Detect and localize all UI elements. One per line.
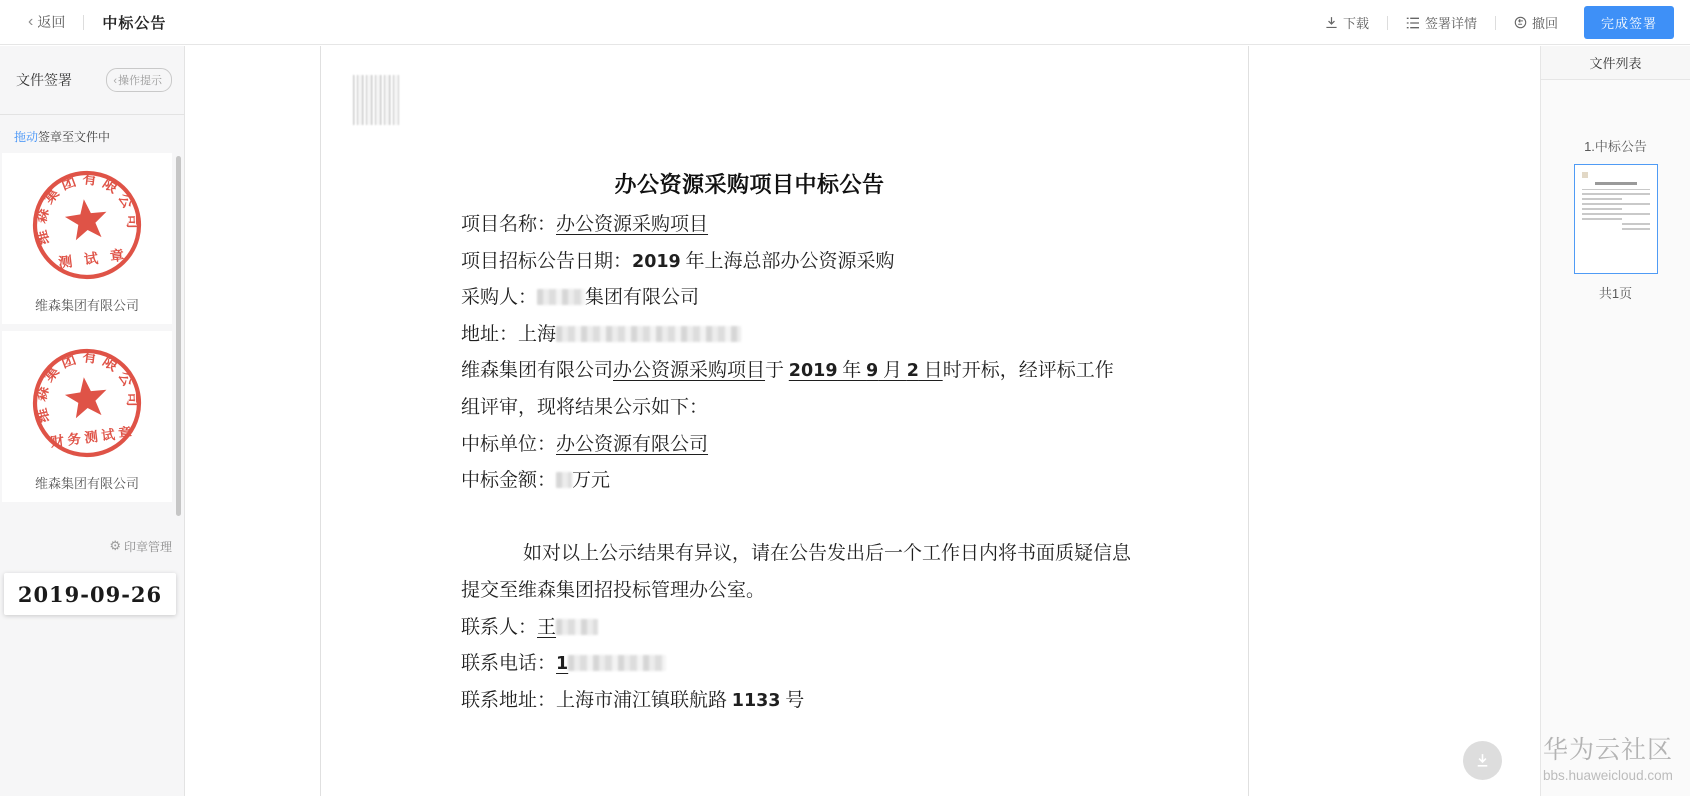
doc-line <box>461 463 1178 500</box>
doc-segment: 提交至维森集团招投标管理办公室。 <box>461 579 766 601</box>
doc-segment: 地址：上海 <box>461 323 557 345</box>
doc-segment: 王 <box>537 616 557 638</box>
withdraw-label: 撤回 <box>1531 16 1558 31</box>
doc-segment <box>568 653 666 674</box>
chevron-left-icon: ‹ <box>113 75 117 87</box>
doc-segment: 项目招标公告日期： <box>461 250 633 272</box>
redacted-text <box>556 472 572 488</box>
tips-label: 操作提示 <box>118 75 162 87</box>
seal-owner-label: 维森集团有限公司 <box>34 476 139 491</box>
document-title: 办公资源采购项目中标公告 <box>614 172 885 197</box>
seal-arc-text: 维森集团有限公司 <box>33 349 141 425</box>
doc-segment: 于 <box>765 360 789 382</box>
thumbnail-line <box>1582 203 1650 205</box>
company-seal-image <box>18 156 156 294</box>
thumbnail-barcode <box>1582 172 1588 178</box>
doc-segment <box>556 470 572 491</box>
page-title: 中标公告 <box>102 14 167 32</box>
doc-segment: 办公资源采购项目 <box>613 360 766 382</box>
top-bar <box>0 0 1690 45</box>
doc-segment: 维森集团有限公司 <box>461 360 614 382</box>
watermark-url: bbs.huaweicloud.com <box>1543 768 1673 783</box>
thumbnail-line <box>1582 189 1650 191</box>
sign-sidebar <box>0 46 185 796</box>
list-icon <box>1406 17 1420 29</box>
doc-segment: 1 <box>556 654 569 675</box>
doc-segment: 办公资源采购项目 <box>556 214 709 235</box>
watermark-title: 华为云社区 <box>1543 736 1674 764</box>
page-thumbnail[interactable] <box>1574 164 1658 274</box>
top-bar-left <box>28 12 166 33</box>
doc-line <box>461 573 1178 610</box>
undo-icon <box>1514 16 1527 29</box>
doc-line <box>461 280 1178 317</box>
seal-manage-button[interactable] <box>109 538 172 555</box>
seal-card-finance-test[interactable] <box>2 331 172 502</box>
divider <box>83 15 84 30</box>
back-label: 返回 <box>37 14 66 30</box>
redacted-text <box>568 655 666 671</box>
seal-list-scrollbar[interactable] <box>176 156 181 516</box>
download-label: 下载 <box>1342 16 1369 31</box>
thumbnail-line <box>1582 213 1650 215</box>
doc-line <box>461 353 1178 390</box>
seal-center-label: 财务测试章 <box>49 424 133 450</box>
page-count-label: 共1页 <box>1598 286 1633 301</box>
finish-sign-button[interactable]: 完成签署 <box>1584 6 1674 39</box>
redacted-text <box>556 326 741 342</box>
chevron-left-icon: ‹ <box>28 13 34 30</box>
seal-owner-label: 维森集团有限公司 <box>34 298 139 313</box>
doc-line <box>461 390 1178 427</box>
gear-icon: ⚙ <box>109 539 121 554</box>
download-icon <box>1474 752 1491 769</box>
thumbnail-line <box>1582 208 1623 210</box>
drag-hint-highlight: 拖动 <box>14 130 39 144</box>
company-seal-image <box>18 334 156 472</box>
doc-segment <box>537 287 585 308</box>
doc-segment: 如对以上公示结果有异议，请在公告发出后一个工作日内将书面质疑信息 <box>523 543 1132 565</box>
doc-segment: 组评审，现将结果公示如下： <box>461 396 709 418</box>
doc-segment: 办公资源有限公司 <box>556 433 709 455</box>
thumbnail-line <box>1582 198 1623 200</box>
doc-segment: 2 <box>906 361 919 382</box>
doc-segment: 1133 <box>731 690 781 711</box>
download-icon <box>1325 16 1338 29</box>
divider <box>1387 16 1388 30</box>
doc-line <box>461 646 1178 683</box>
document-canvas <box>186 46 1540 796</box>
sidebar-header <box>0 46 184 115</box>
divider <box>1495 16 1496 30</box>
doc-segment: 时开标，经评标工作 <box>942 360 1114 382</box>
doc-segment: 日 <box>918 360 943 382</box>
doc-segment: 集团有限公司 <box>585 287 700 309</box>
file-item-label[interactable]: 1.中标公告 <box>1584 139 1647 154</box>
tips-button[interactable] <box>106 68 172 92</box>
thumbnail-line <box>1622 228 1649 230</box>
date-stamp-card[interactable]: 2019-09-26 <box>4 573 176 615</box>
doc-segment: 9 <box>866 361 879 382</box>
doc-segment: 万元 <box>572 470 611 492</box>
doc-segment: 采购人： <box>461 287 538 309</box>
doc-line <box>461 683 1178 720</box>
doc-line <box>461 536 1178 573</box>
doc-segment <box>556 324 741 345</box>
doc-segment: 年上海总部办公资源采购 <box>680 250 895 272</box>
sign-details-label: 签署详情 <box>1424 16 1477 31</box>
withdraw-button[interactable] <box>1510 13 1562 32</box>
doc-segment: 联系人： <box>461 616 538 638</box>
doc-line <box>461 427 1178 464</box>
sign-details-button[interactable] <box>1402 13 1481 32</box>
doc-segment: 2019 <box>788 361 838 382</box>
back-button[interactable] <box>28 12 65 32</box>
document-content <box>321 46 1248 719</box>
doc-segment <box>556 617 598 638</box>
doc-line <box>461 610 1178 647</box>
doc-line <box>461 207 1178 244</box>
redacted-text <box>537 289 585 305</box>
thumbnail-line <box>1582 218 1623 220</box>
seal-center-label: 测试章 <box>57 248 125 272</box>
seal-arc-text: 维森集团有限公司 <box>33 171 141 247</box>
doc-segment: 年 <box>837 360 867 382</box>
thumbnail-line <box>1582 193 1650 195</box>
floating-download-button[interactable] <box>1463 741 1502 780</box>
thumbnail-line <box>1622 223 1649 225</box>
doc-line <box>461 317 1178 354</box>
doc-segment: 月 <box>878 360 907 382</box>
doc-segment: 联系地址：上海市浦江镇联航路 <box>461 689 732 711</box>
doc-segment: 中标金额： <box>461 470 557 492</box>
doc-segment: 2019 <box>632 251 681 272</box>
doc-blank-line <box>461 500 1178 537</box>
doc-line <box>461 244 1178 281</box>
doc-segment: 项目名称： <box>461 214 557 235</box>
file-list-header: 文件列表 <box>1541 46 1690 80</box>
document-page[interactable] <box>320 46 1249 796</box>
sidebar-title: 文件签署 <box>16 72 72 88</box>
file-list-sidebar <box>1540 46 1690 796</box>
top-bar-actions <box>1321 0 1674 45</box>
redacted-text <box>556 619 598 635</box>
download-button[interactable] <box>1321 13 1373 32</box>
seal-manage-label: 印章管理 <box>123 540 172 554</box>
doc-segment: 号 <box>780 689 805 711</box>
thumbnail-title-line <box>1595 182 1637 185</box>
document-body <box>461 207 1178 719</box>
drag-hint <box>0 115 184 153</box>
doc-segment: 联系电话： <box>461 653 557 675</box>
seal-card-test[interactable] <box>2 153 172 324</box>
drag-hint-text: 签章至文件中 <box>38 130 111 144</box>
doc-segment: 中标单位： <box>461 433 557 455</box>
